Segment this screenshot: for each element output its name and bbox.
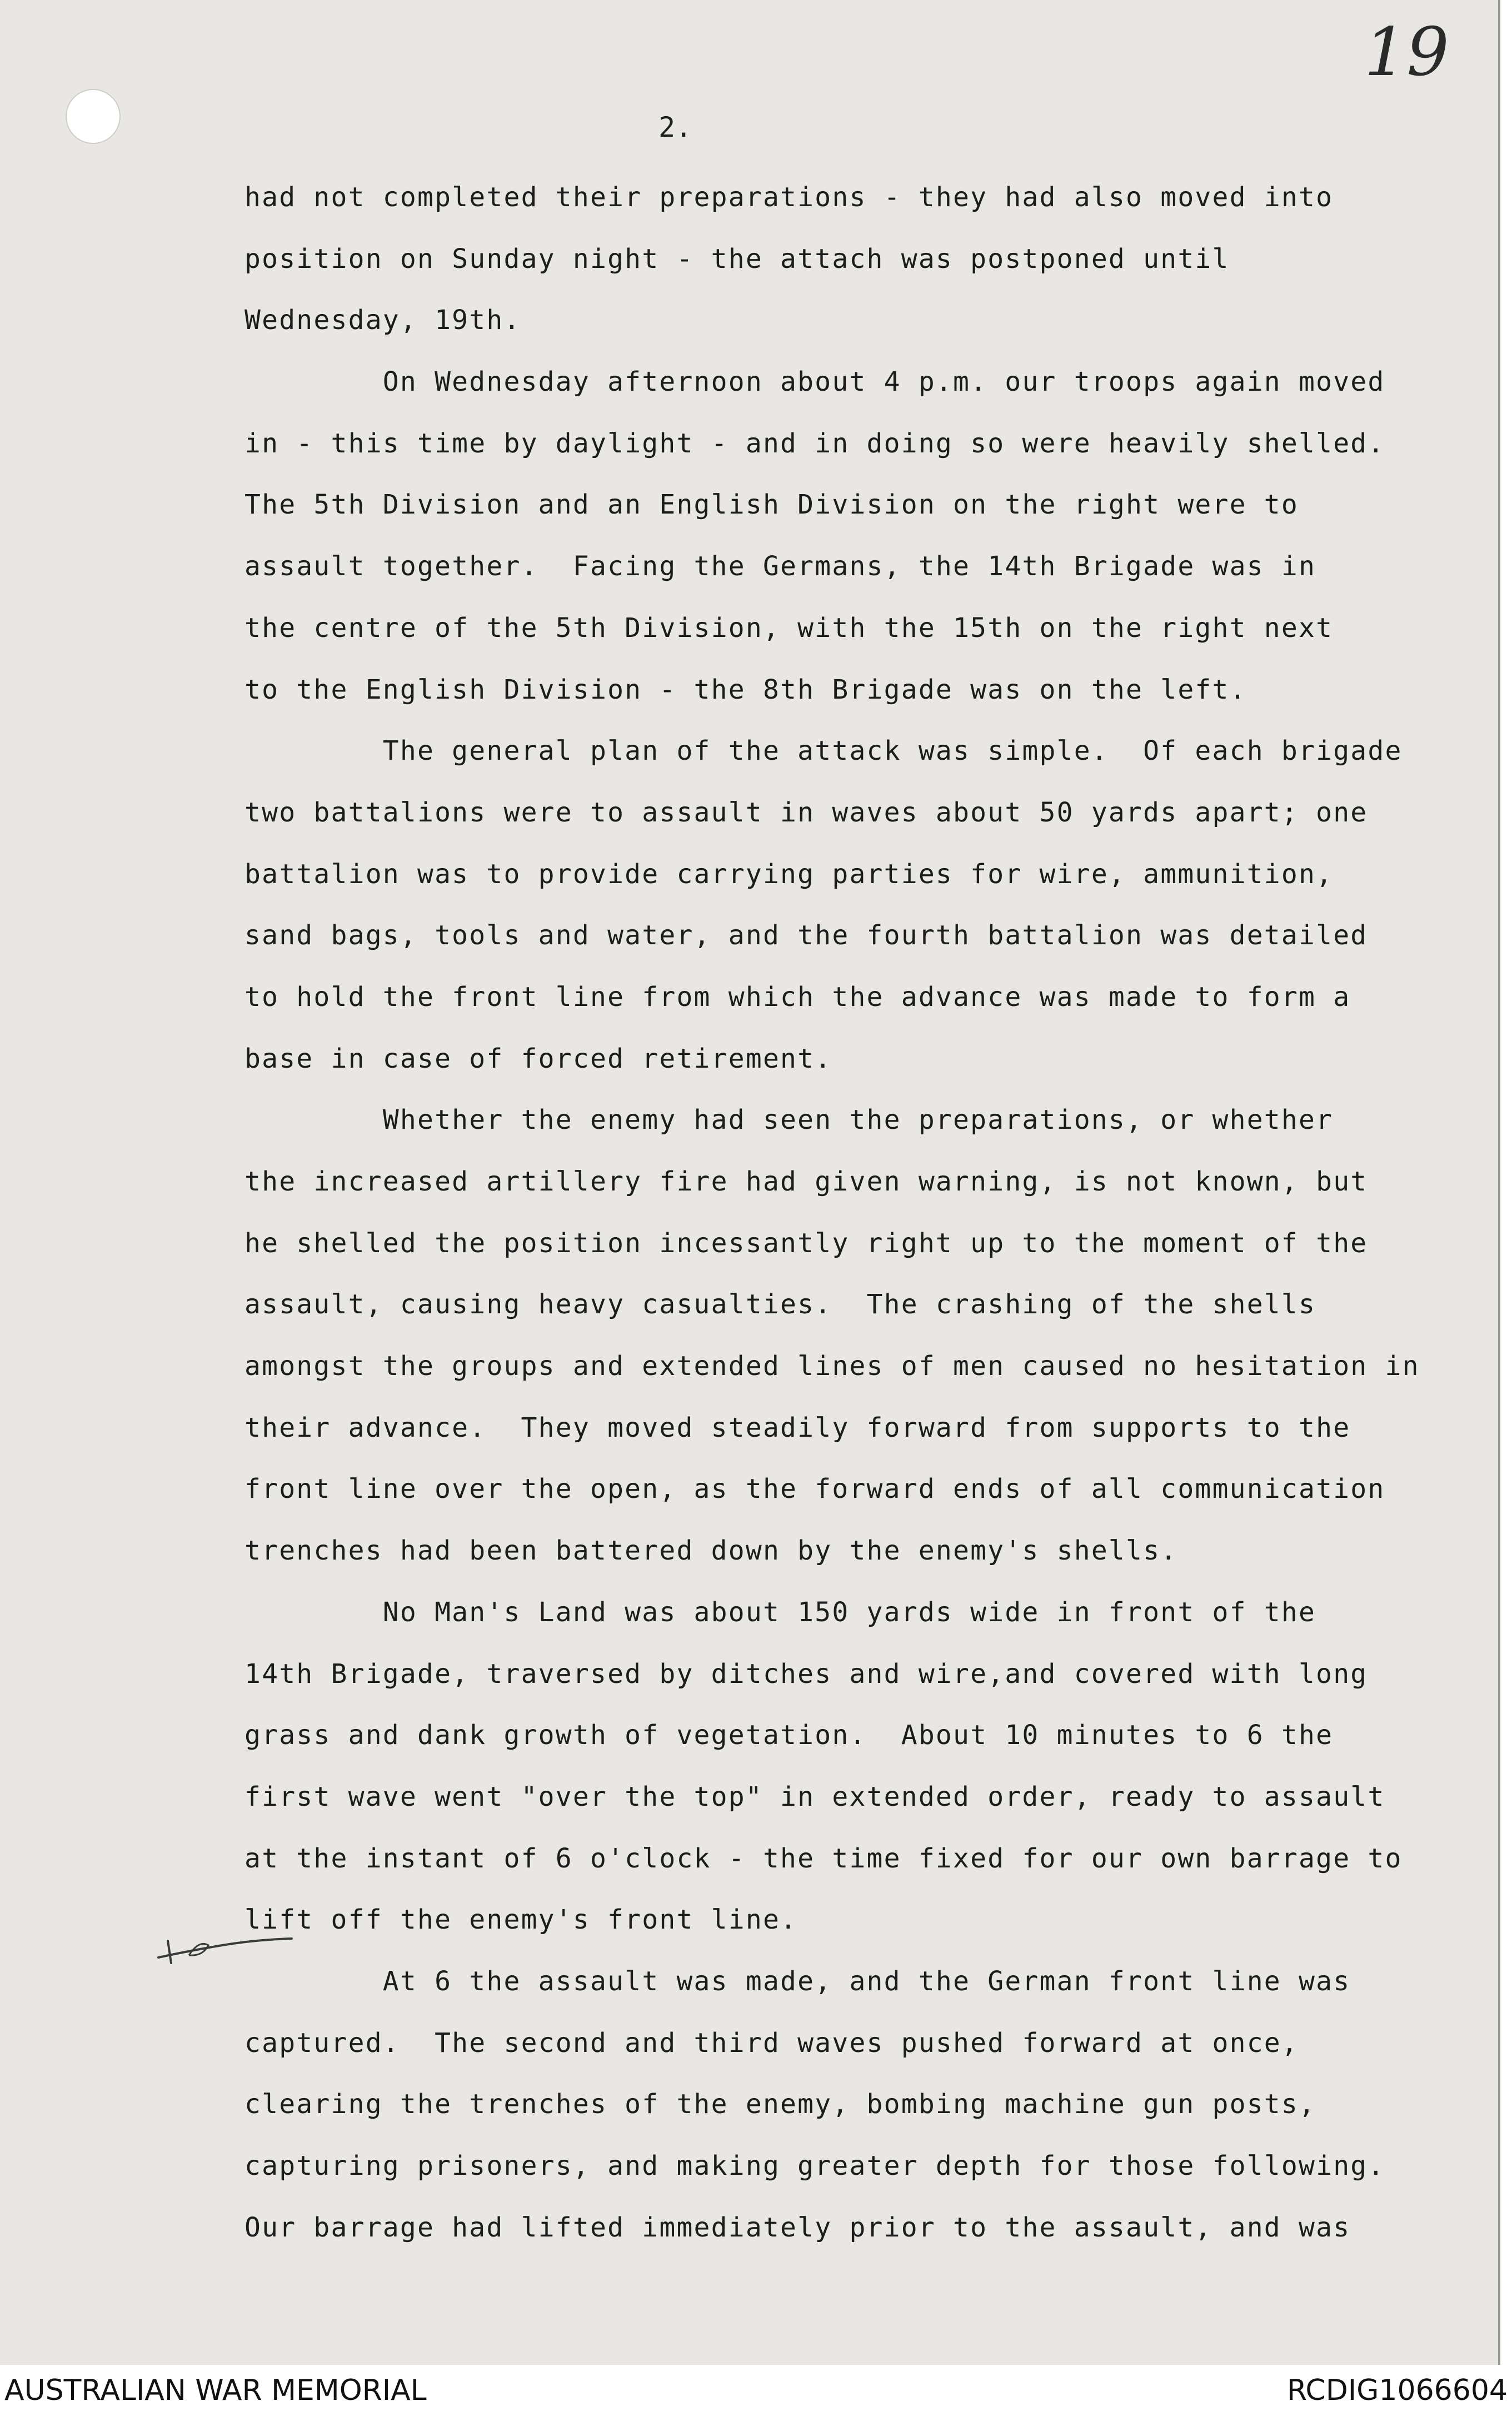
text-line: the centre of the 5th Division, with the 15th on the right next [244,612,1334,644]
text-line: at the instant of 6 o'clock - the time fixed for our own barrage to [244,1842,1403,1874]
text-line: assault, causing heavy casualties. The crashing of the shells [244,1289,1316,1321]
text-line: assault together. Facing the Germans, the 14th Brigade was in [244,551,1316,582]
text-line: their advance. They moved steadily forward from supports to the [244,1412,1351,1443]
text-line: trenches had been battered down by the enemy's shells. [244,1535,1178,1567]
text-line: grass and dank growth of vegetation. About 10 minutes to 6 the [244,1720,1334,1751]
text-line: No Man's Land was about 150 yards wide in front of the [244,1596,1316,1628]
text-line: to hold the front line from which the advance was made to form a [244,981,1351,1013]
text-line: in - this time by daylight - and in doing so were heavily shelled. [244,427,1385,459]
text-line: clearing the trenches of the enemy, bombing machine gun posts, [244,2089,1316,2120]
footer-bar [0,2369,1512,2411]
text-line: two battalions were to assault in waves about 50 yards apart; one [244,796,1368,828]
footer-record-id: RCDIG1066604 [1286,2374,1508,2407]
text-line: lift off the enemy's front line. [244,1904,798,1936]
text-line: The general plan of the attack was simple. Of each brigade [244,735,1403,767]
text-line: battalion was to provide carrying parties for wire, ammunition, [244,858,1334,890]
text-line: front line over the open, as the forward ends of all communication [244,1473,1385,1505]
text-line: amongst the groups and extended lines of men caused no hesitation in [244,1351,1420,1382]
text-line: base in case of forced retirement. [244,1043,832,1074]
punch-hole [66,89,121,144]
text-line: the increased artillery fire had given warning, is not known, but [244,1166,1368,1197]
footer-institution: AUSTRALIAN WAR MEMORIAL [4,2374,427,2407]
pencil-margin-mark [156,1929,295,1967]
text-line: capturing prisoners, and making greater depth for those following. [244,2150,1385,2181]
text-line: to the English Division - the 8th Brigade was on the left. [244,674,1247,705]
text-line: Whether the enemy had seen the preparations, or whether [244,1104,1334,1136]
text-line: The 5th Division and an English Division on the right were to [244,489,1299,521]
text-line: he shelled the position incessantly right up to the moment of the [244,1227,1368,1259]
text-line: 14th Brigade, traversed by ditches and wire,and covered with long [244,1658,1368,1690]
typed-body-text [244,167,1489,2258]
text-line: first wave went "over the top" in extended order, ready to assault [244,1781,1385,1812]
text-line: Wednesday, 19th. [244,305,521,336]
text-line: position on Sunday night - the attach was postponed until [244,243,1230,275]
text-line: At 6 the assault was made, and the German front line was [244,1965,1351,1997]
text-line: had not completed their preparations - they had also moved into [244,182,1334,213]
text-line: captured. The second and third waves pushed forward at once, [244,2027,1299,2059]
page-number: 2. [658,111,692,143]
text-line: Our barrage had lifted immediately prior to the assault, and was [244,2211,1351,2243]
folio-number: 19 [1364,14,1449,91]
text-line: On Wednesday afternoon about 4 p.m. our troops again moved [244,366,1385,398]
text-line: sand bags, tools and water, and the fourth battalion was detailed [244,920,1368,952]
